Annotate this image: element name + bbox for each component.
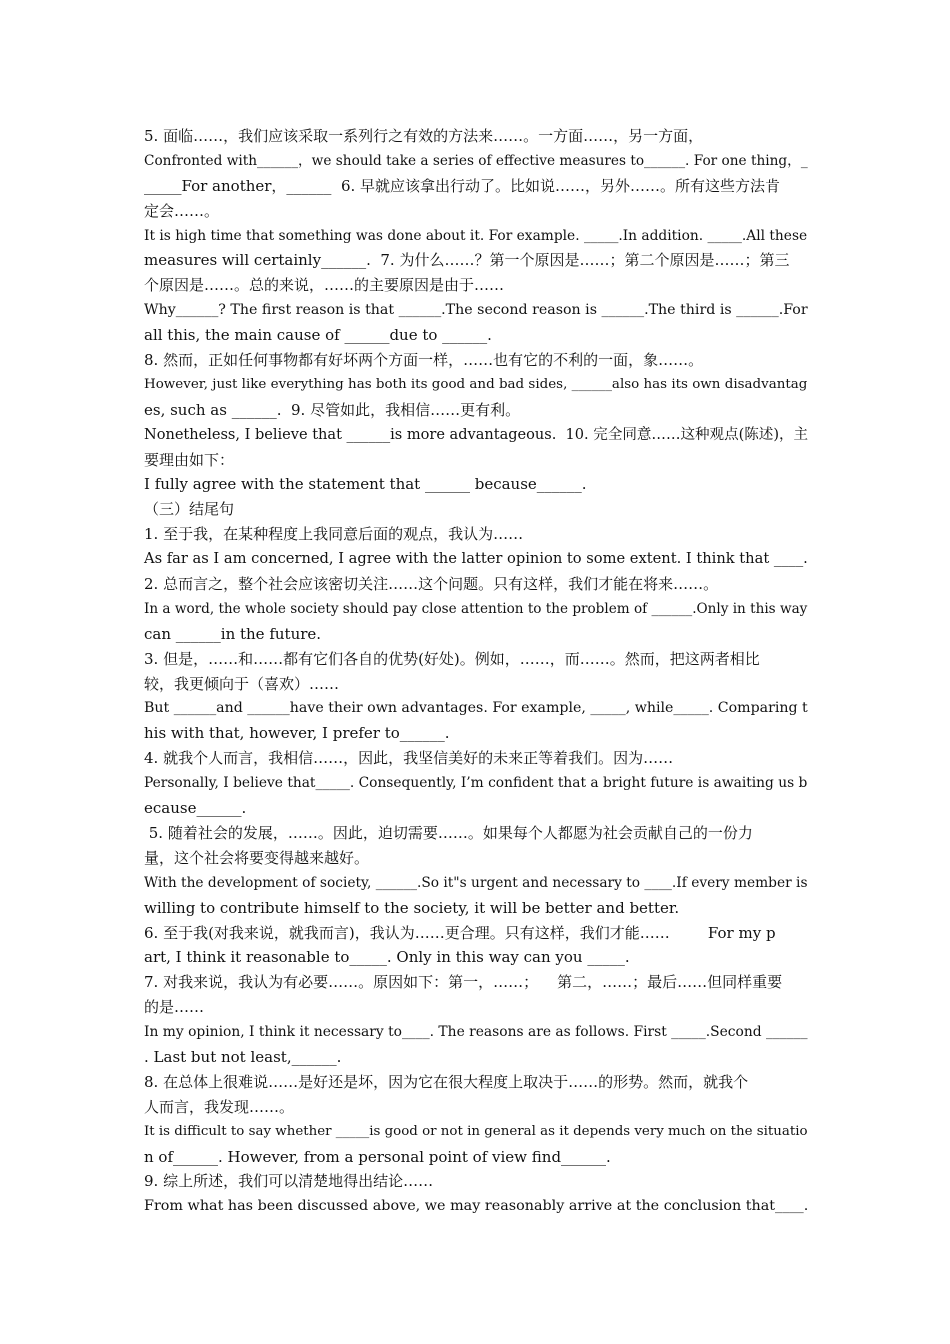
text-line: Why______? The first reason is that ______.The second reason is ______.The third is ______.For (144, 302, 808, 319)
text-line: 定会……。 (144, 201, 220, 220)
text-line: 1. 至于我，在某种程度上我同意后面的观点，我认为…… (144, 525, 524, 544)
text-line: Personally, I believe that_____. Consequently, I’m confident that a bright future is awaiting us b (144, 775, 808, 792)
text-line: With the development of society, ______.So it"s urgent and necessary to ____.If every member is (144, 874, 808, 891)
text-line: In a word, the whole society should pay close attention to the problem of ______.Only in this way (144, 600, 808, 617)
section-heading: （三）结尾句 (144, 500, 235, 519)
text-line: From what has been discussed above, we may reasonably arrive at the conclusion that____. (144, 1198, 809, 1215)
text-line: 的是…… (144, 998, 205, 1017)
text-line: ecause______. (144, 799, 247, 818)
text-line: 9. 综上所述，我们可以清楚地得出结论…… (144, 1172, 434, 1191)
text-line: measures will certainly______. 7. 为什么……？第一个原因是……；第二个原因是……；第三 (144, 251, 790, 270)
text-line: . Last but not least,______. (144, 1047, 342, 1066)
text-line: 2. 总而言之，整个社会应该密切关注……这个问题。只有这样，我们才能在将来……。 (144, 575, 719, 594)
text-line: 4. 就我个人而言，我相信……，因此，我坚信美好的未来正等着我们。因为…… (144, 749, 674, 768)
text-line: 3. 但是，……和……都有它们各自的优势(好处)。例如，……，而……。然而，把这两者相比 (144, 649, 760, 668)
text-line: 6. 至于我(对我来说，就我而言)，我认为……更合理。只有这样，我们才能…… For my p (144, 923, 776, 942)
text-line: 较，我更倾向于（喜欢）…… (144, 674, 340, 693)
text-line: Confronted with______，we should take a series of effective measures to______. For one thing，_ (144, 152, 808, 169)
text-line: However, just like everything has both its good and bad sides, ______also has its own disadvantag (144, 376, 808, 392)
text-line: As far as I am concerned, I agree with the latter opinion to some extent. I think that ____. (144, 550, 808, 568)
text-line: his with that, however, I prefer to______. (144, 724, 450, 743)
text-line: I fully agree with the statement that ______ because______. (144, 475, 587, 494)
text-line: 个原因是……。总的来说，……的主要原因是由于…… (144, 276, 505, 295)
text-line: 8. 在总体上很难说……是好还是坏，因为它在很大程度上取决于……的形势。然而，就我个 (144, 1072, 749, 1091)
text-line: es, such as ______. 9. 尽管如此，我相信……更有利。 (144, 400, 521, 419)
text-line: 8. 然而，正如任何事物都有好坏两个方面一样，……也有它的不利的一面，象……。 (144, 351, 704, 370)
text-line: willing to contribute himself to the society, it will be better and better. (144, 898, 680, 917)
text-line: can ______in the future. (144, 624, 322, 643)
text-line: 人而言，我发现……。 (144, 1097, 295, 1116)
text-line: all this, the main cause of ______due to ______. (144, 326, 492, 345)
text-line: 5. 随着社会的发展，……。因此，迫切需要……。如果每个人都愿为社会贡献自己的一份力 (144, 823, 753, 842)
text-line: art, I think it reasonable to_____. Only in this way can you _____. (144, 948, 630, 967)
text-line: Nonetheless, I believe that ______is more advantageous. 10. 完全同意……这种观点(陈述)，主 (144, 426, 809, 443)
text-line: 5. 面临……，我们应该采取一系列行之有效的方法来……。一方面……，另一方面， (144, 127, 704, 145)
document-page (144, 124, 808, 1219)
text-line: 7. 对我来说，我认为有必要……。原因如下：第一，……； 第二，……；最后……但同样重要 (144, 973, 783, 992)
text-line: It is difficult to say whether _____is good or not in general as it depends very much on the situatio (144, 1123, 808, 1139)
text-line: _____For another，______ 6. 早就应该拿出行动了。比如说……，另外……。所有这些方法肯 (144, 176, 781, 195)
text-line: 量，这个社会将要变得越来越好。 (144, 848, 370, 867)
text-line: 要理由如下： (144, 450, 235, 469)
text-line: But ______and ______have their own advantages. For example, _____, while_____. Comparing t (144, 700, 808, 717)
text-line: It is high time that something was done about it. For example. _____.In addition. _____.All these (144, 227, 808, 244)
text-line: In my opinion, I think it necessary to____. The reasons are as follows. First _____.Second ______ (144, 1024, 808, 1041)
text-line: n of______. However, from a personal point of view find______. (144, 1147, 611, 1166)
